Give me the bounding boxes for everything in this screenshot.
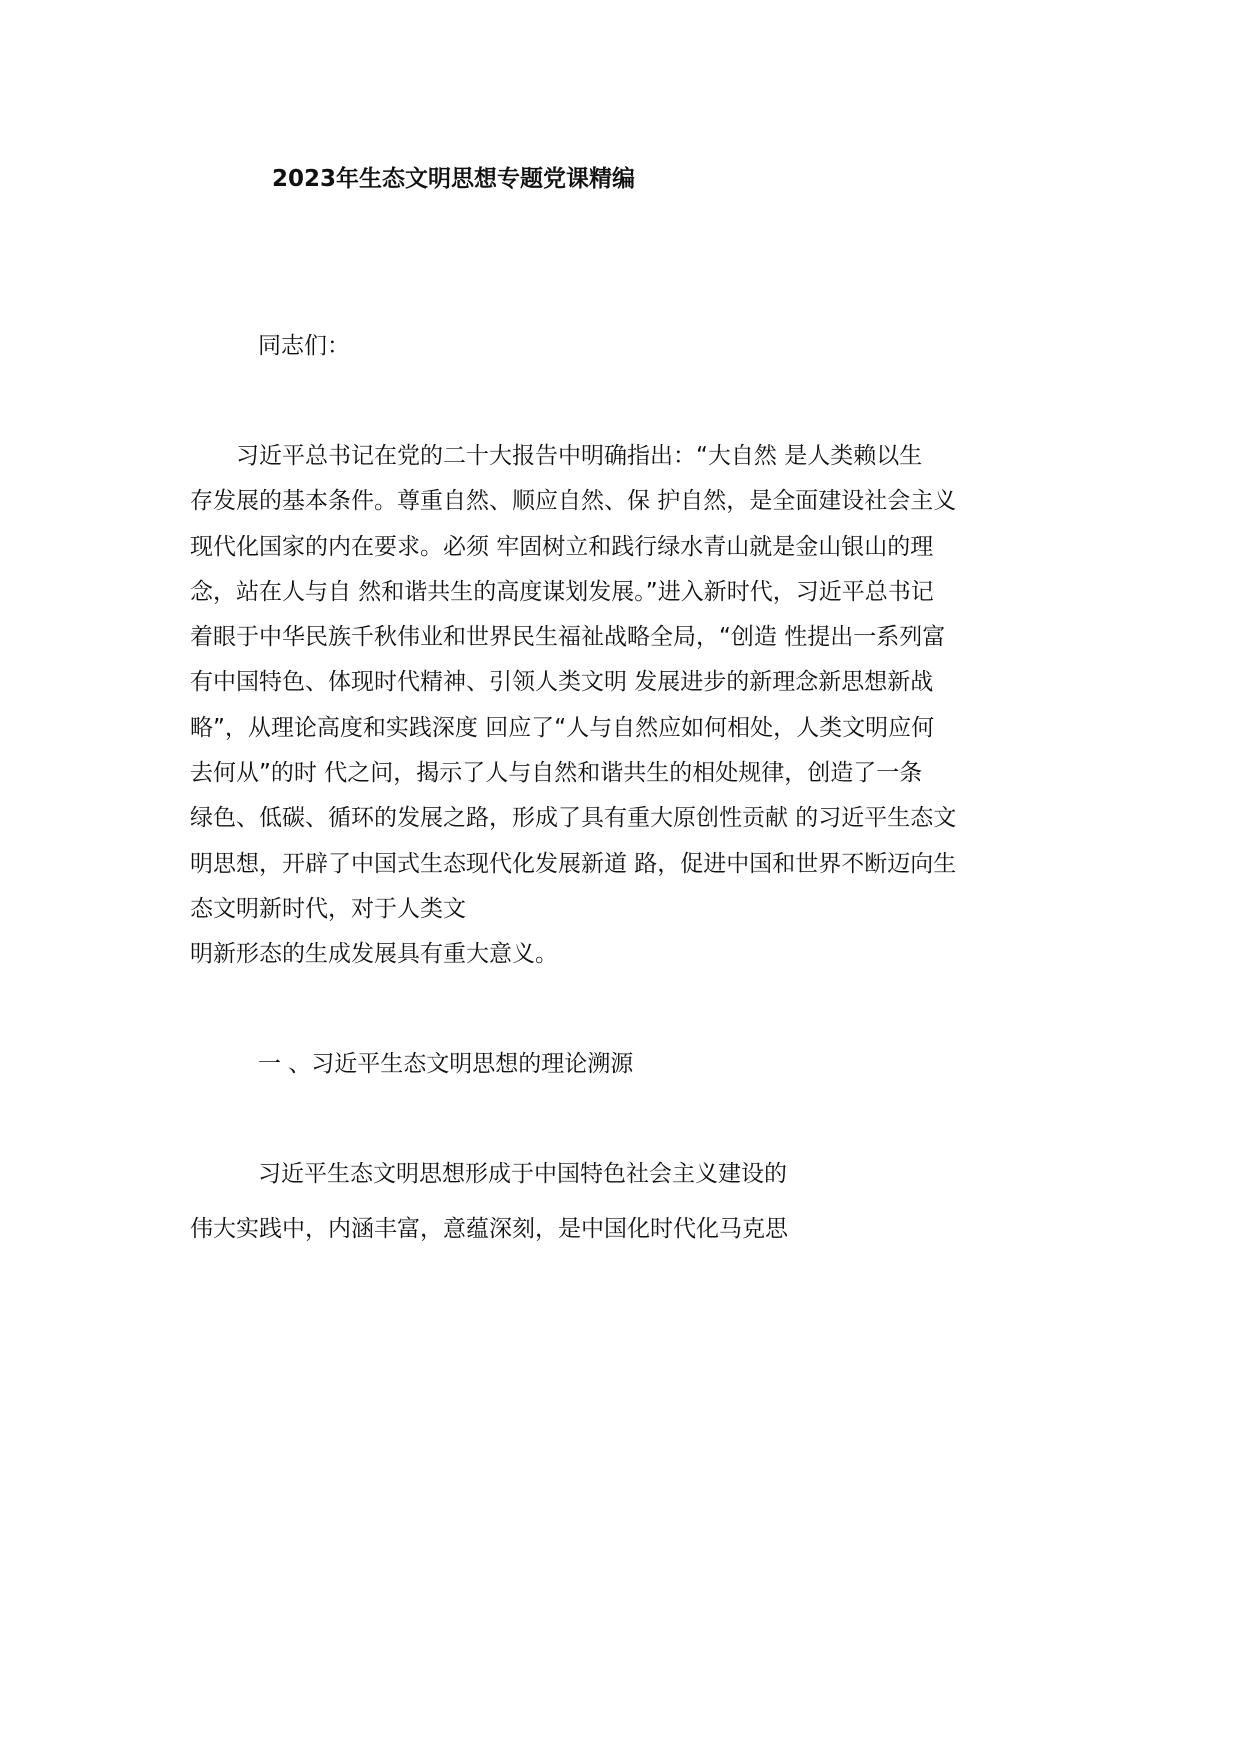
paragraph-line: 念，站在人与自 然和谐共生的高度谋划发展。”进入新时代，习近平总书记 (190, 578, 934, 605)
paragraph-line: 着眼于中华民族千秋伟业和世界民生福祉战略全局，“创造 性提出一系列富 (190, 624, 946, 651)
paragraph-line: 伟大实践中，内涵丰富，意蕴深刻，是中国化时代化马克思 (190, 1216, 788, 1242)
paragraph-line: 绿色、低碳、循环的发展之路，形成了具有重大原创性贡献 的习近平生态文 (190, 805, 957, 832)
paragraph-line: 略”，从理论高度和实践深度 回应了“人与自然应如何相处，人类文明应何 (190, 714, 935, 741)
paragraph-line: 态文明新时代，对于人类文 (190, 895, 466, 922)
salutation: 同志们： (258, 333, 350, 359)
paragraph-line: 现代化国家的内在要求。必须 牢固树立和践行绿水青山就是金山银山的理 (190, 533, 934, 560)
paragraph-line: 习近平总书记在党的二十大报告中明确指出：“大自然 是人类赖以生 (190, 443, 923, 469)
paragraph-line: 去何从”的时 代之问，揭示了人与自然和谐共生的相处规律，创造了一条 (190, 760, 923, 787)
intro-paragraph (190, 434, 1060, 978)
section-heading: 一 、习近平生态文明思想的理论溯源 (258, 1051, 634, 1077)
paragraph-line: 存发展的基本条件。尊重自然、顺应自然、保 护自然，是全面建设社会主义 (190, 488, 957, 515)
paragraph-line: 明思想，开辟了中国式生态现代化发展新道 路，促进中国和世界不断迈向生 (190, 850, 957, 877)
paragraph-line: 明新形态的生成发展具有重大意义。 (190, 941, 558, 968)
document-title: 2023年生态文明思想专题党课精编 (272, 166, 636, 192)
paragraph-line: 有中国特色、体现时代精神、引领人类文明 发展进步的新理念新思想新战 (190, 669, 934, 696)
paragraph-line: 习近平生态文明思想形成于中国特色社会主义建设的 (258, 1161, 787, 1187)
